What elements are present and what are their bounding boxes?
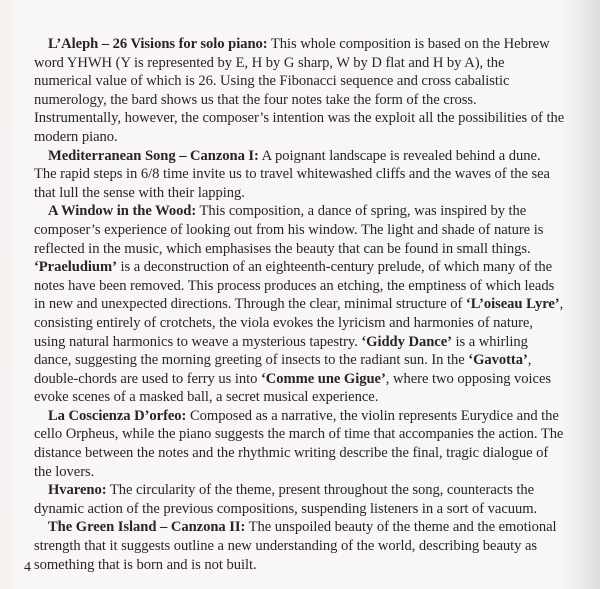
paragraph-title: L’Aleph – 26 Visions for solo piano: [48,36,268,52]
paragraph-title: A Window in the Wood: [48,203,197,220]
paragraph [34,147,565,203]
paragraph-text: , consisting entirely of crotchets, the viola evokes the lyricism and harmonies of nature, using natural harmonics to weave a mysterious tapestry. [34,296,564,350]
movement-title: ‘Praeludium’ [34,259,117,276]
paragraph-text: The unspoiled beauty of the theme and the emotional strength that it suggests outline a new understanding of the world, describing beauty as something that is born and is not built. [34,519,557,573]
paragraph [34,202,565,407]
page-number: 4 [24,560,31,575]
paragraph-text: This composition, a dance of spring, was inspired by the composer’s experience of looking out from his window. The light and shade of nature is reflected in the music, which emphasises the beauty that can be found in small things. [34,203,544,257]
paragraph-text: The circularity of the theme, present throughout the song, counteracts the dynamic action of the previous compositions, suspending listeners in a sort of vacuum. [34,482,538,517]
paragraph [34,481,565,518]
paragraph [34,407,565,481]
paragraph-text: is a deconstruction of an eighteenth-century prelude, of which many of the notes have been removed. This process produces an etching, the emptiness of which leads in new and unexpected directions. Through the clear, minimal structure of [34,259,555,313]
movement-title: ‘L’oiseau Lyre’ [465,296,560,313]
booklet-text [34,35,565,574]
paragraph-text: This whole composition is based on the Hebrew word YHWH (Y is represented by E, H by G sharp, W by D flat and H by A), the numerical value of which is 26. Using the Fibonacci sequence and cross cabalistic numerology, the bard shows us that the four notes take the form of the cross. Instrumentally, however, the composer’s intention was the exploit all the possibilities of the modern piano. [34,36,565,145]
paragraph-text: Composed as a narrative, the violin represents Eurydice and the cello Orpheus, while the piano suggests the march of time that accompanies the action. The distance between the notes and the rhythmic writing describe the final, tragic dialogue of the lovers. [34,407,564,480]
paragraph [34,35,565,147]
paragraph-title: La Coscienza D’orfeo: [48,407,187,424]
movement-title: ‘Gavotta’ [468,352,528,369]
paragraph-text: A poignant landscape is revealed behind a dune. The rapid steps in 6/8 time invite us to travel whitewashed cliffs and the waves of the sea that lull the sense with their lapping. [34,147,550,201]
paragraph-title: The Green Island – Canzona II: [48,519,246,536]
movement-title: ‘Giddy Dance’ [361,333,452,350]
paragraph [34,518,565,574]
movement-title: ‘Comme une Gigue’ [260,370,386,387]
paragraph-title: Mediterranean Song – Canzona I: [48,147,259,164]
paragraph-text: , double-chords are used to ferry us into [34,352,532,387]
paragraph-text: , where two opposing voices evoke scenes of a masked ball, a secret musical experience. [34,370,552,406]
paragraph-title: Hvareno: [48,482,107,499]
paragraph-text: is a whirling dance, suggesting the morning greeting of insects to the radiant sun. In the [34,333,528,369]
